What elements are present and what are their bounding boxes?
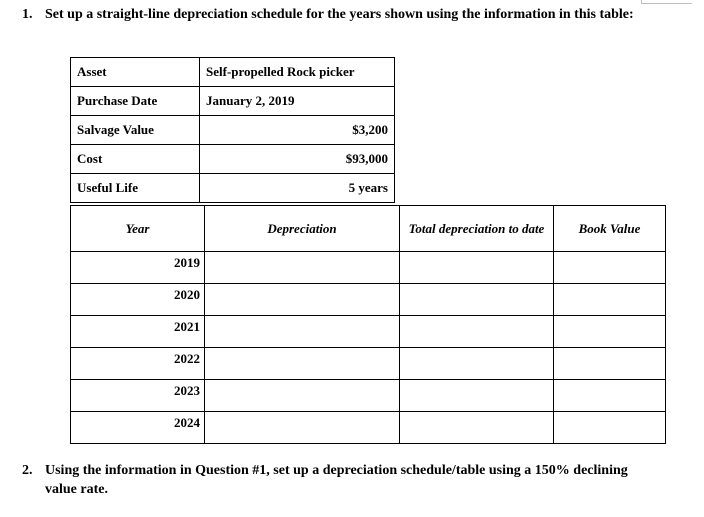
total-depreciation-cell (400, 348, 554, 380)
purchase-date-value: January 2, 2019 (200, 87, 395, 116)
salvage-value-value: $3,200 (200, 116, 395, 145)
year-cell: 2024 (71, 412, 205, 444)
depreciation-cell (205, 380, 400, 412)
total-depreciation-cell (400, 252, 554, 284)
book-value-cell (554, 284, 666, 316)
table-header-row (71, 206, 666, 252)
question-2 (22, 461, 662, 499)
question-1 (22, 5, 662, 24)
book-value-cell (554, 316, 666, 348)
year-cell: 2019 (71, 252, 205, 284)
depreciation-cell (205, 316, 400, 348)
total-depreciation-cell (400, 380, 554, 412)
asset-info-table (70, 57, 395, 203)
table-row (71, 348, 666, 380)
question-1-text: Set up a straight-line depreciation schedule for the years shown using the information in this table: (45, 7, 634, 22)
useful-life-label: Useful Life (71, 174, 200, 203)
asset-label: Asset (71, 58, 200, 87)
year-cell: 2022 (71, 348, 205, 380)
book-value-cell (554, 252, 666, 284)
book-value-cell (554, 380, 666, 412)
question-2-text: Using the information in Question #1, set up a depreciation schedule/table using a 150% declining value rate. (45, 463, 628, 497)
useful-life-value: 5 years (200, 174, 395, 203)
table-row (71, 412, 666, 444)
book-value-header: Book Value (554, 206, 666, 252)
question-2-number: 2. (22, 463, 33, 478)
table-row (71, 380, 666, 412)
book-value-cell (554, 412, 666, 444)
total-depreciation-cell (400, 316, 554, 348)
year-cell: 2023 (71, 380, 205, 412)
depreciation-cell (205, 284, 400, 316)
table-row (71, 87, 395, 116)
total-depreciation-header: Total depreciation to date (400, 206, 554, 252)
table-row (71, 174, 395, 203)
table-row (71, 145, 395, 174)
year-cell: 2020 (71, 284, 205, 316)
total-depreciation-cell (400, 284, 554, 316)
page-corner-mark (641, 0, 692, 4)
table-row (71, 116, 395, 145)
salvage-value-label: Salvage Value (71, 116, 200, 145)
cost-value: $93,000 (200, 145, 395, 174)
year-header: Year (71, 206, 205, 252)
depreciation-header: Depreciation (205, 206, 400, 252)
book-value-cell (554, 348, 666, 380)
purchase-date-label: Purchase Date (71, 87, 200, 116)
table-row (71, 316, 666, 348)
depreciation-cell (205, 348, 400, 380)
depreciation-cell (205, 412, 400, 444)
year-cell: 2021 (71, 316, 205, 348)
table-row (71, 58, 395, 87)
depreciation-schedule-table (70, 205, 666, 444)
table-row (71, 284, 666, 316)
total-depreciation-cell (400, 412, 554, 444)
asset-value: Self-propelled Rock picker (200, 58, 395, 87)
depreciation-cell (205, 252, 400, 284)
cost-label: Cost (71, 145, 200, 174)
table-row (71, 252, 666, 284)
question-1-number: 1. (22, 7, 33, 22)
